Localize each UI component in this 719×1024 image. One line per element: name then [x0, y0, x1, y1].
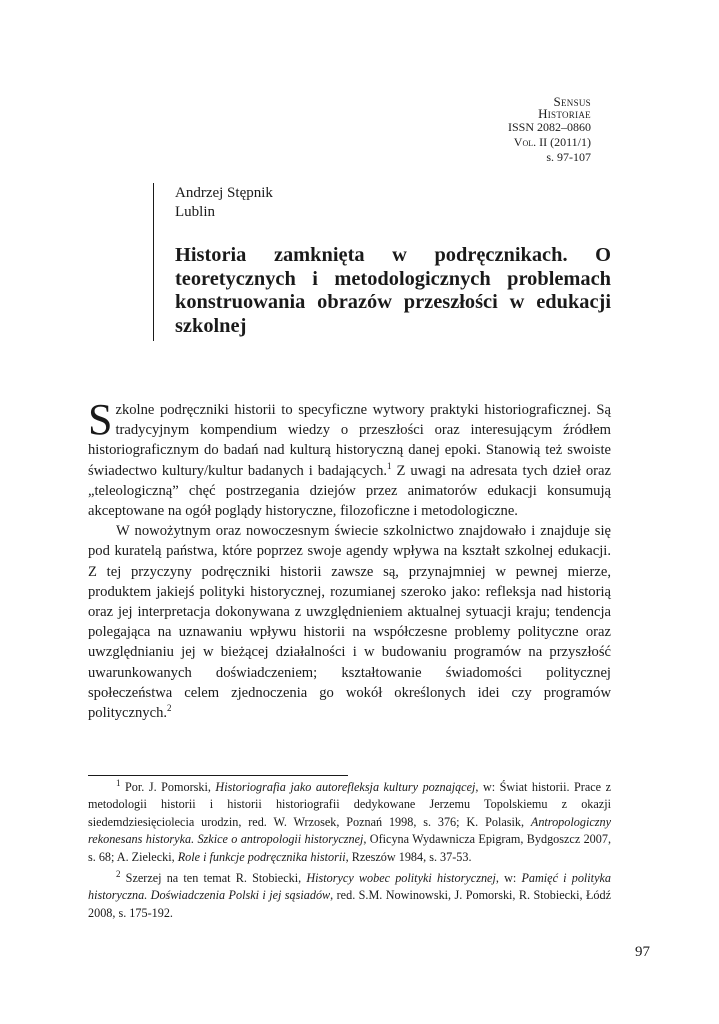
article-body — [88, 395, 611, 723]
footnote-2-title-1: Historycy wobec polityki historycznej — [306, 871, 496, 886]
footnote-1-title-3: Role i funkcje podręcznika historii — [177, 849, 346, 864]
title-side-rule — [153, 183, 154, 341]
footnote-2-text: Szerzej na ten temat R. Stobiecki, — [120, 871, 307, 886]
author-block — [175, 184, 273, 222]
journal-header — [391, 96, 591, 165]
paragraph-2 — [88, 521, 611, 723]
paragraph-1 — [88, 395, 611, 521]
footnote-1-text: , w: Świat historii. Prace z metodologii historii i historii historiografii dedykowane Jerzemu Topolskiemu z okazji siedemdziesięciolecia urodzin, red. W. Wrzosek, Poznań 1998, s. 376; K. Polasik, — [88, 780, 611, 829]
footnote-2 — [88, 870, 611, 922]
footnote-2-number: 2 — [116, 868, 121, 879]
footnote-1-title-1: Historiografia jako autorefleksja kultury poznającej — [215, 780, 476, 794]
footnote-1-number: 1 — [116, 777, 121, 788]
footnote-1-text: , Rzeszów 1984, s. 37-53. — [345, 849, 472, 864]
footnote-2-text: , red. S.M. Nowinowski, J. Pomorski, R. Stobiecki, Łódź 2008, s. 175-192. — [88, 888, 612, 920]
journal-pages: s. 97-107 — [546, 150, 591, 164]
paragraph-2-text: W nowożytnym oraz nowoczesnym świecie szkolnictwo znajdowało i znajduje się pod kuratelą państwa, które poprzez swoje agendy wpływa na kształt szkolnej edukacji. Z tej przyczyny podręczniki historii zawsze są, przynajmniej w pewnej mierze, produktem jakiejś polityki historycznej, rozumianej szeroko jako: refleksja nad historią oraz jej interpretacja dokonywana z uwzględnieniem aktualnej sytuacji kraju; tendencja polegająca na uznawaniu wpływu historii na współczesne problemy polityczne oraz uwzględnianiu jej w bieżącej działalności i w budowaniu programów na przyszłość uwarunkowanych doświadczeniem; kształtowanie świadomości politycznej społeczeństwa celem zjednoczenia go wokół określonych idei czy programów politycznych. — [88, 523, 611, 722]
footnote-ref-2[interactable]: 2 — [167, 703, 172, 714]
footnote-2-title-2: Pamięć i polityka historyczna. Doświadczenia Polski i jej sąsiadów — [88, 871, 611, 903]
footnote-1-text: Por. J. Pomorski, — [120, 780, 216, 794]
footnote-1 — [88, 779, 611, 866]
journal-name-line1: Sensus — [553, 94, 591, 109]
journal-volume: Vol. II (2011/1) — [513, 135, 591, 149]
author-affiliation: Lublin — [175, 204, 215, 220]
footnote-2-text: , w: — [495, 871, 522, 886]
footnotes — [88, 779, 611, 926]
author-name: Andrzej Stępnik — [175, 185, 273, 201]
paragraph-1-text-b: Z uwagi na adresata tych dzieł oraz „teleologiczną” chęć postrzegania dziejów przez animatorów edukacji konsumują akceptowane na ogół poglądy historyczne, filozoficzne i metodologiczne. — [88, 462, 611, 520]
footnote-separator — [88, 775, 348, 776]
journal-name-line2: Historiae — [538, 106, 591, 121]
footnote-1-title-2: Antropologiczny rekonesans historyka. Szkice o antropologii historycznej — [88, 814, 611, 847]
drop-cap: S — [88, 395, 113, 444]
footnote-ref-1[interactable]: 1 — [387, 460, 392, 471]
journal-issn: ISSN 2082–0860 — [507, 120, 591, 134]
page-number: 97 — [635, 944, 650, 960]
paragraph-1-text-a: zkolne podręczniki historii to specyficzne wytwory praktyki historiograficznej. Są tradycyjnym kompendium wiedzy o przeszłości oraz interesującym źródłem historiograficznym do badań nad kulturą historyczną danej epoki. Stanowią też swoiste świadectwo kultury/kultur badanych i badających. — [88, 402, 611, 479]
footnote-1-text: , Oficyna Wydawnicza Epigram, Bydgoszcz 2007, s. 68; A. Zielecki, — [88, 832, 611, 864]
article-title: Historia zamknięta w podręcznikach. O teoretycznych i metodologicznych problemach konstruowania obrazów przeszłości w edukacji szkolnej — [175, 244, 611, 337]
